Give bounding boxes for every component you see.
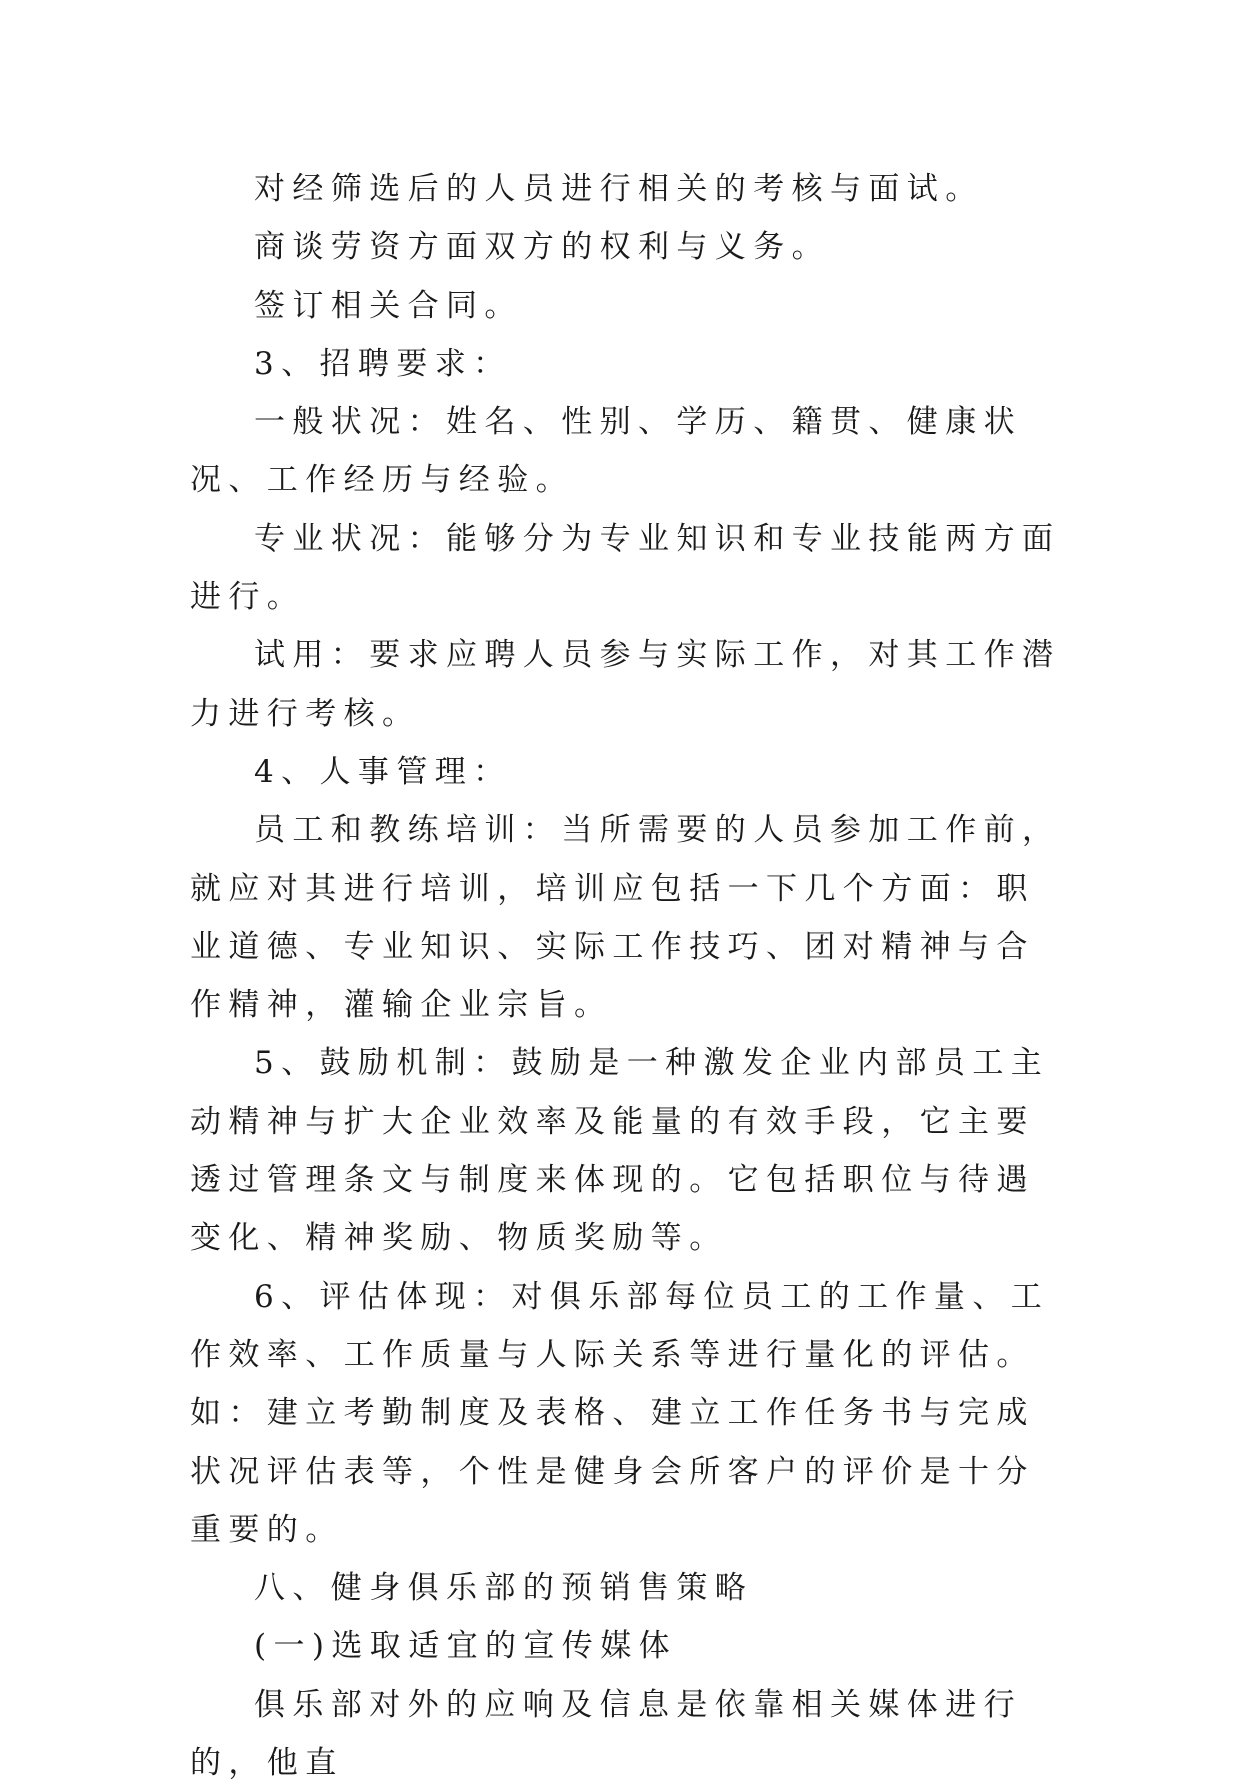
- paragraph-sign-contract: 签订相关合同。: [254, 287, 523, 324]
- paragraph-general-status: 一般状况：姓名、性别、学历、籍贯、健康状况、工作经历与经验。: [190, 404, 1022, 499]
- heading-presale-strategy: 八、健身俱乐部的预销售策略: [254, 1570, 754, 1607]
- heading-personnel-management: 4、人事管理：: [254, 753, 512, 790]
- document-body: [190, 160, 1070, 1792]
- paragraph-professional-status: 专业状况：能够分为专业知识和专业技能两方面进行。: [190, 520, 1061, 616]
- paragraph-evaluation: 6、评估体现：对俱乐部每位员工的工作量、工作效率、工作质量与人际关系等进行量化的评估。如：建立考勤制度及表格、建立工作任务书与完成状况评估表等，个性是健身会所客户的评价是十分重要的。: [190, 1278, 1050, 1548]
- paragraph-screening-interview: 对经筛选后的人员进行相关的考核与面试。: [254, 171, 984, 207]
- heading-recruitment-requirements: 3、招聘要求：: [254, 345, 512, 382]
- subheading-select-media: (一)选取适宜的宣传媒体: [254, 1628, 677, 1665]
- paragraph-trial: 试用：要求应聘人员参与实际工作，对其工作潜力进行考核。: [190, 637, 1061, 732]
- paragraph-incentive-mechanism: 5、鼓励机制：鼓励是一种激发企业内部员工主动精神与扩大企业效率及能量的有效手段，它主要透过管理条文与制度来体现的。它包括职位与待遇变化、精神奖励、物质奖励等。: [190, 1045, 1050, 1257]
- paragraph-staff-training: 员工和教练培训：当所需要的人员参加工作前，就应对其进行培训，培训应包括一下几个方面：职业道德、专业知识、实际工作技巧、团对精神与合作精神，灌输企业宗旨。: [190, 812, 1061, 1024]
- paragraph-labor-negotiation: 商谈劳资方面双方的权利与义务。: [254, 229, 830, 266]
- paragraph-media-intro: 俱乐部对外的应响及信息是依靠相关媒体进行的，他直: [190, 1686, 1022, 1782]
